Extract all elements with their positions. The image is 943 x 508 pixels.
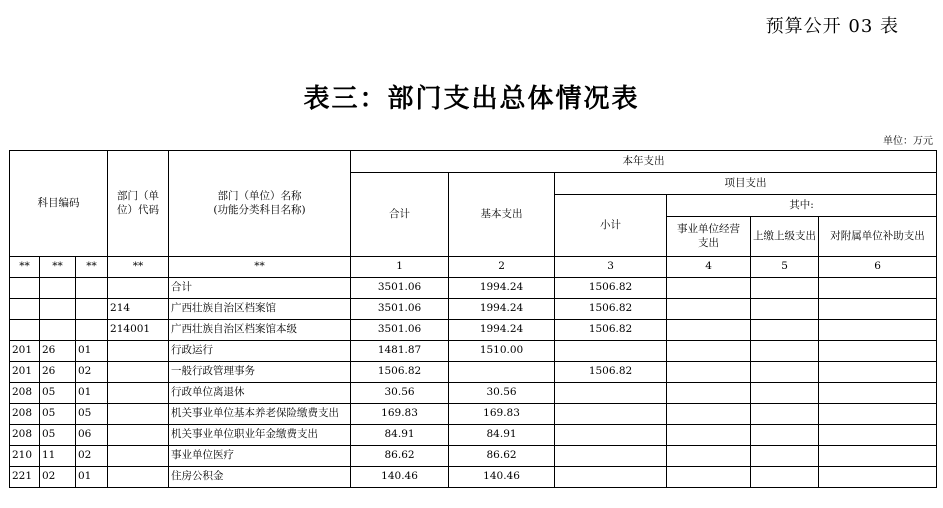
- subject-class-cell: [10, 278, 40, 299]
- header-business-line2: 支出: [698, 236, 720, 249]
- header-total: 合计: [351, 173, 449, 257]
- table-header: [10, 151, 937, 278]
- dept-name-cell: 行政单位离退休: [169, 383, 351, 404]
- subtotal-cell: [555, 341, 667, 362]
- dept-name-cell: 机关事业单位基本养老保险缴费支出: [169, 404, 351, 425]
- subsidy-cell: [819, 383, 937, 404]
- subject-item-cell: [40, 299, 76, 320]
- table-row: [10, 467, 937, 488]
- business-cell: [667, 362, 751, 383]
- subsidy-cell: [819, 467, 937, 488]
- business-cell: [667, 341, 751, 362]
- basic-cell: 86.62: [449, 446, 555, 467]
- upper-cell: [751, 446, 819, 467]
- subject-item-cell: 05: [40, 425, 76, 446]
- subtotal-cell: 1506.82: [555, 320, 667, 341]
- dept-code-cell: 214: [108, 299, 169, 320]
- dept-code-cell: [108, 425, 169, 446]
- header-subject-code: 科目编码: [10, 151, 108, 257]
- table-body: [10, 278, 937, 488]
- subsidy-cell: [819, 341, 937, 362]
- index-cell: 6: [819, 257, 937, 278]
- subject-class-cell: 208: [10, 425, 40, 446]
- subject-class-cell: [10, 299, 40, 320]
- header-dept-name: [169, 151, 351, 257]
- subject-class-cell: 208: [10, 383, 40, 404]
- unit-label: 单位：万元: [883, 136, 933, 147]
- subject-subitem-cell: 02: [76, 446, 108, 467]
- total-cell: 3501.06: [351, 278, 449, 299]
- subject-subitem-cell: 01: [76, 341, 108, 362]
- subtotal-cell: [555, 467, 667, 488]
- basic-cell: 1510.00: [449, 341, 555, 362]
- upper-cell: [751, 320, 819, 341]
- index-row: [10, 257, 937, 278]
- header-dept-name-line1: 部门（单位）名称: [217, 190, 302, 203]
- dept-name-cell: 广西壮族自治区档案馆本级: [169, 320, 351, 341]
- table-row: [10, 320, 937, 341]
- business-cell: [667, 446, 751, 467]
- dept-code-cell: [108, 362, 169, 383]
- upper-cell: [751, 299, 819, 320]
- upper-cell: [751, 362, 819, 383]
- upper-cell: [751, 425, 819, 446]
- header-dept-code: 部门（单位）代码: [108, 151, 169, 257]
- upper-cell: [751, 383, 819, 404]
- subject-class-cell: 210: [10, 446, 40, 467]
- dept-name-cell: 机关事业单位职业年金缴费支出: [169, 425, 351, 446]
- subsidy-cell: [819, 425, 937, 446]
- total-cell: 30.56: [351, 383, 449, 404]
- subject-item-cell: 05: [40, 404, 76, 425]
- header-among: 其中:: [667, 195, 937, 217]
- index-cell: 5: [751, 257, 819, 278]
- dept-code-cell: [108, 383, 169, 404]
- dept-code-cell: [108, 404, 169, 425]
- business-cell: [667, 467, 751, 488]
- subject-subitem-cell: 06: [76, 425, 108, 446]
- total-cell: 169.83: [351, 404, 449, 425]
- subject-subitem-cell: 01: [76, 467, 108, 488]
- dept-code-cell: [108, 278, 169, 299]
- subject-item-cell: [40, 278, 76, 299]
- subtotal-cell: [555, 383, 667, 404]
- subject-item-cell: 05: [40, 383, 76, 404]
- subtotal-cell: 1506.82: [555, 299, 667, 320]
- total-cell: 140.46: [351, 467, 449, 488]
- business-cell: [667, 383, 751, 404]
- expense-table: [9, 150, 937, 488]
- header-upper: 上缴上级支出: [751, 217, 819, 257]
- subject-class-cell: 208: [10, 404, 40, 425]
- subject-class-cell: [10, 320, 40, 341]
- subtotal-cell: 1506.82: [555, 362, 667, 383]
- header-year-expense: 本年支出: [351, 151, 937, 173]
- subsidy-cell: [819, 320, 937, 341]
- business-cell: [667, 299, 751, 320]
- header-basic: 基本支出: [449, 173, 555, 257]
- dept-name-cell: 广西壮族自治区档案馆: [169, 299, 351, 320]
- header-business: [667, 217, 751, 257]
- header-subsidy: 对附属单位补助支出: [819, 217, 937, 257]
- business-cell: [667, 278, 751, 299]
- upper-cell: [751, 467, 819, 488]
- dept-code-cell: 214001: [108, 320, 169, 341]
- index-cell: 3: [555, 257, 667, 278]
- total-cell: 3501.06: [351, 299, 449, 320]
- basic-cell: 169.83: [449, 404, 555, 425]
- index-cell: 1: [351, 257, 449, 278]
- subject-subitem-cell: [76, 320, 108, 341]
- subject-subitem-cell: [76, 299, 108, 320]
- subsidy-cell: [819, 278, 937, 299]
- subtotal-cell: 1506.82: [555, 278, 667, 299]
- table-row: [10, 278, 937, 299]
- basic-cell: 1994.24: [449, 299, 555, 320]
- subsidy-cell: [819, 446, 937, 467]
- upper-cell: [751, 278, 819, 299]
- index-cell: 2: [449, 257, 555, 278]
- business-cell: [667, 404, 751, 425]
- dept-name-cell: 合计: [169, 278, 351, 299]
- table-row: [10, 341, 937, 362]
- header-subtotal: 小计: [555, 195, 667, 257]
- dept-name-cell: 一般行政管理事务: [169, 362, 351, 383]
- document-label: 预算公开 03 表: [765, 16, 899, 37]
- subject-subitem-cell: 01: [76, 383, 108, 404]
- subject-class-cell: 201: [10, 341, 40, 362]
- upper-cell: [751, 341, 819, 362]
- subject-subitem-cell: [76, 278, 108, 299]
- dept-name-cell: 行政运行: [169, 341, 351, 362]
- table-row: [10, 446, 937, 467]
- subject-subitem-cell: 02: [76, 362, 108, 383]
- basic-cell: 1994.24: [449, 320, 555, 341]
- dept-code-cell: [108, 341, 169, 362]
- index-cell: **: [108, 257, 169, 278]
- index-cell: **: [76, 257, 108, 278]
- subject-subitem-cell: 05: [76, 404, 108, 425]
- table-row: [10, 404, 937, 425]
- subject-item-cell: 02: [40, 467, 76, 488]
- total-cell: 84.91: [351, 425, 449, 446]
- dept-code-cell: [108, 467, 169, 488]
- subject-class-cell: 221: [10, 467, 40, 488]
- table-row: [10, 383, 937, 404]
- subject-item-cell: [40, 320, 76, 341]
- total-cell: 1481.87: [351, 341, 449, 362]
- business-cell: [667, 320, 751, 341]
- subtotal-cell: [555, 425, 667, 446]
- table-row: [10, 299, 937, 320]
- header-dept-name-line2: (功能分类科目名称): [213, 203, 306, 216]
- subtotal-cell: [555, 404, 667, 425]
- subsidy-cell: [819, 362, 937, 383]
- subject-item-cell: 26: [40, 341, 76, 362]
- total-cell: 3501.06: [351, 320, 449, 341]
- dept-name-cell: 事业单位医疗: [169, 446, 351, 467]
- subsidy-cell: [819, 299, 937, 320]
- index-cell: **: [40, 257, 76, 278]
- header-project: 项目支出: [555, 173, 937, 195]
- subtotal-cell: [555, 446, 667, 467]
- total-cell: 1506.82: [351, 362, 449, 383]
- basic-cell: 30.56: [449, 383, 555, 404]
- business-cell: [667, 425, 751, 446]
- header-business-line1: 事业单位经营: [677, 223, 741, 236]
- subject-class-cell: 201: [10, 362, 40, 383]
- upper-cell: [751, 404, 819, 425]
- index-cell: **: [169, 257, 351, 278]
- index-cell: 4: [667, 257, 751, 278]
- table-row: [10, 425, 937, 446]
- basic-cell: 1994.24: [449, 278, 555, 299]
- basic-cell: [449, 362, 555, 383]
- subject-item-cell: 11: [40, 446, 76, 467]
- basic-cell: 84.91: [449, 425, 555, 446]
- subject-item-cell: 26: [40, 362, 76, 383]
- basic-cell: 140.46: [449, 467, 555, 488]
- dept-name-cell: 住房公积金: [169, 467, 351, 488]
- subsidy-cell: [819, 404, 937, 425]
- total-cell: 86.62: [351, 446, 449, 467]
- table-row: [10, 362, 937, 383]
- dept-code-cell: [108, 446, 169, 467]
- index-cell: **: [10, 257, 40, 278]
- page-title: 表三：部门支出总体情况表: [303, 84, 640, 114]
